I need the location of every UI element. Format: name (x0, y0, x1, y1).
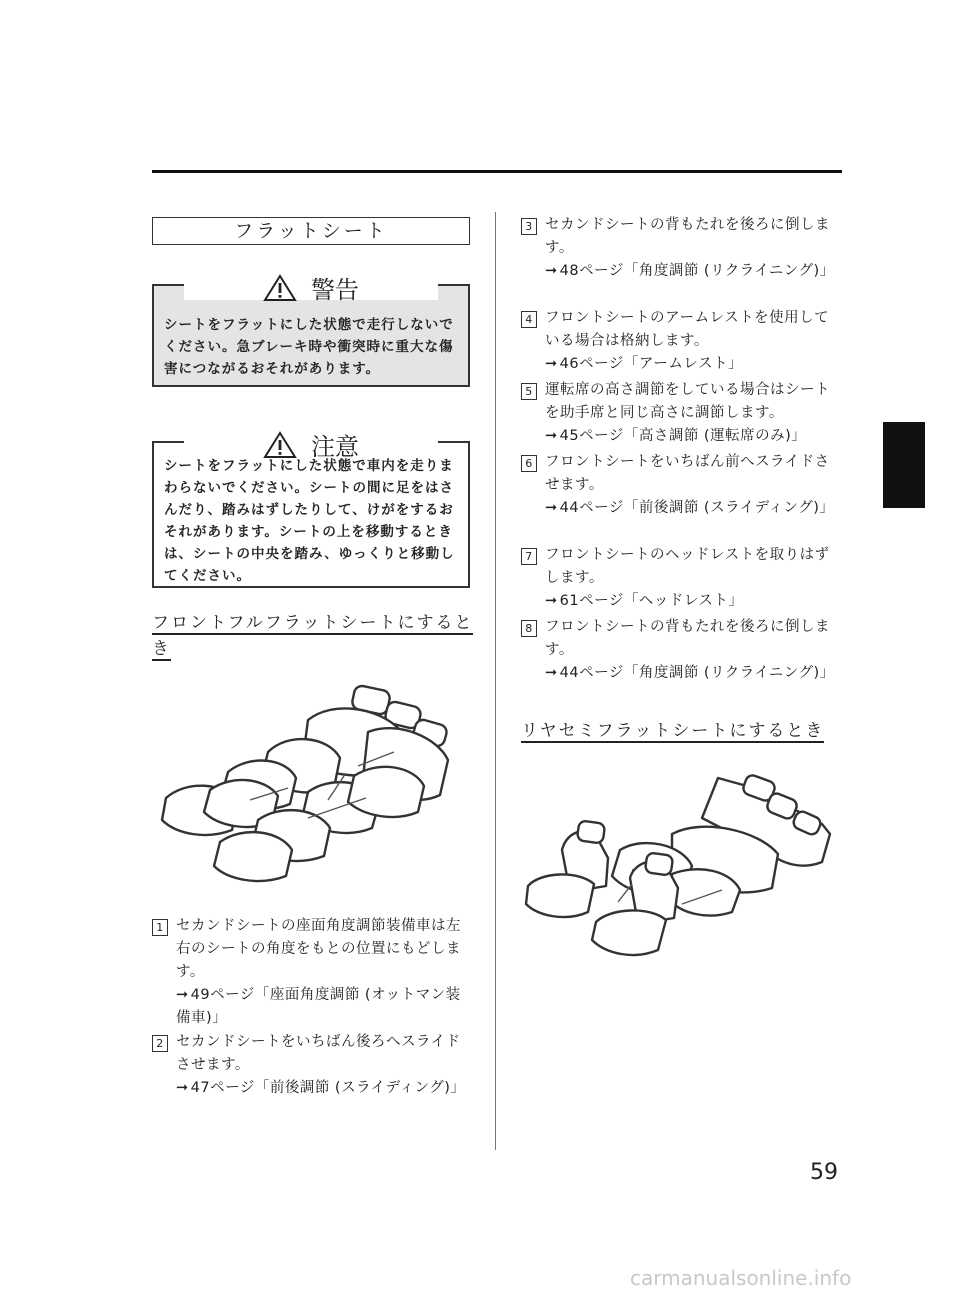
step-4-reference (545, 353, 843, 376)
caution-label: 注意 (311, 433, 359, 461)
step-number-8: 8 (521, 620, 537, 637)
step-2-text: セカンドシートをいちばん後ろへスライドさせます。 (176, 1034, 461, 1073)
step-2 (152, 1031, 474, 1100)
step-number-1: 1 (152, 919, 168, 936)
step-2-reference (176, 1077, 474, 1100)
warning-header (184, 270, 438, 304)
step-4-ref-text: 46ページ「アームレスト」 (559, 356, 743, 372)
caution-text: シートをフラットにした状態で車内を走りまわらないでください。シートの間に足をはさんだり、踏みはずしたりして、けがをするおそれがあります。シートの上を移動するときは、シートの中央を踏み、ゆっくりと移動してください。 (164, 458, 455, 584)
step-1-ref-text: 49ページ「座面角度調節 (オットマン装備車)」 (176, 987, 461, 1026)
arrow-right-icon: ➞ (545, 356, 558, 372)
step-2-ref-text: 47ページ「前後調節 (スライディング)」 (190, 1080, 466, 1096)
warning-label: 警告 (311, 276, 359, 304)
arrow-right-icon: ➞ (545, 428, 558, 444)
step-7 (521, 544, 843, 613)
warning-box (152, 276, 470, 387)
arrow-right-icon: ➞ (176, 1080, 189, 1096)
page-number: 59 (810, 1160, 838, 1185)
front-flat-heading (152, 610, 482, 662)
step-6 (521, 451, 843, 520)
chapter-thumb-tab (883, 422, 925, 508)
step-6-text: フロントシートをいちばん前へスライドさせます。 (545, 454, 830, 493)
warning-triangle-icon (263, 274, 297, 302)
watermark: carmanualsonline.info (630, 1266, 852, 1290)
step-8-ref-text: 44ページ「角度調節 (リクライニング)」 (559, 665, 835, 681)
rear-semi-flat-seat-illustration (522, 774, 834, 974)
arrow-right-icon: ➞ (176, 987, 189, 1003)
step-6-ref-text: 44ページ「前後調節 (スライディング)」 (559, 500, 835, 516)
arrow-right-icon: ➞ (545, 593, 558, 609)
step-6-reference (545, 497, 843, 520)
step-3-reference (545, 260, 843, 283)
step-7-text: フロントシートのヘッドレストを取りはずします。 (545, 547, 830, 586)
step-5-ref-text: 45ページ「高さ調節 (運転席のみ)」 (559, 428, 807, 444)
caution-header (184, 427, 438, 461)
step-number-4: 4 (521, 311, 537, 328)
rear-flat-heading-text: リヤセミフラットシートにするとき (521, 721, 825, 741)
front-full-flat-seat-illustration (158, 680, 458, 895)
step-8 (521, 616, 843, 685)
step-3-ref-text: 48ページ「角度調節 (リクライニング)」 (559, 263, 835, 279)
step-4 (521, 307, 843, 376)
step-5 (521, 379, 843, 448)
top-rule (152, 170, 842, 173)
step-3 (521, 214, 843, 283)
step-number-3: 3 (521, 218, 537, 235)
caution-box (152, 433, 470, 588)
step-number-2: 2 (152, 1035, 168, 1052)
front-flat-heading-text: フロントフルフラットシートにするとき (152, 613, 474, 659)
step-4-text: フロントシートのアームレストを使用している場合は格納します。 (545, 310, 830, 349)
step-5-reference (545, 425, 843, 448)
arrow-right-icon: ➞ (545, 665, 558, 681)
step-1-text: セカンドシートの座面角度調節装備車は左右のシートの角度をもとの位置にもどします。 (176, 918, 461, 980)
column-divider (495, 212, 496, 1150)
step-1-reference (176, 984, 474, 1030)
step-7-ref-text: 61ページ「ヘッドレスト」 (559, 593, 744, 609)
step-5-text: 運転席の高さ調節をしている場合はシートを助手席と同じ高さに調節します。 (545, 382, 830, 421)
rear-flat-heading (521, 718, 851, 744)
step-number-6: 6 (521, 455, 537, 472)
step-3-text: セカンドシートの背もたれを後ろに倒します。 (545, 217, 830, 256)
step-8-reference (545, 662, 843, 685)
arrow-right-icon: ➞ (545, 263, 558, 279)
arrow-right-icon: ➞ (545, 500, 558, 516)
section-title: フラットシート (152, 217, 470, 245)
step-1 (152, 915, 474, 1030)
step-7-reference (545, 590, 843, 613)
warning-text: シートをフラットにした状態で走行しないでください。急ブレーキ時や衝突時に重大な傷害につながるおそれがあります。 (164, 317, 454, 377)
step-number-7: 7 (521, 548, 537, 565)
step-number-5: 5 (521, 383, 537, 400)
step-8-text: フロントシートの背もたれを後ろに倒します。 (545, 619, 830, 658)
